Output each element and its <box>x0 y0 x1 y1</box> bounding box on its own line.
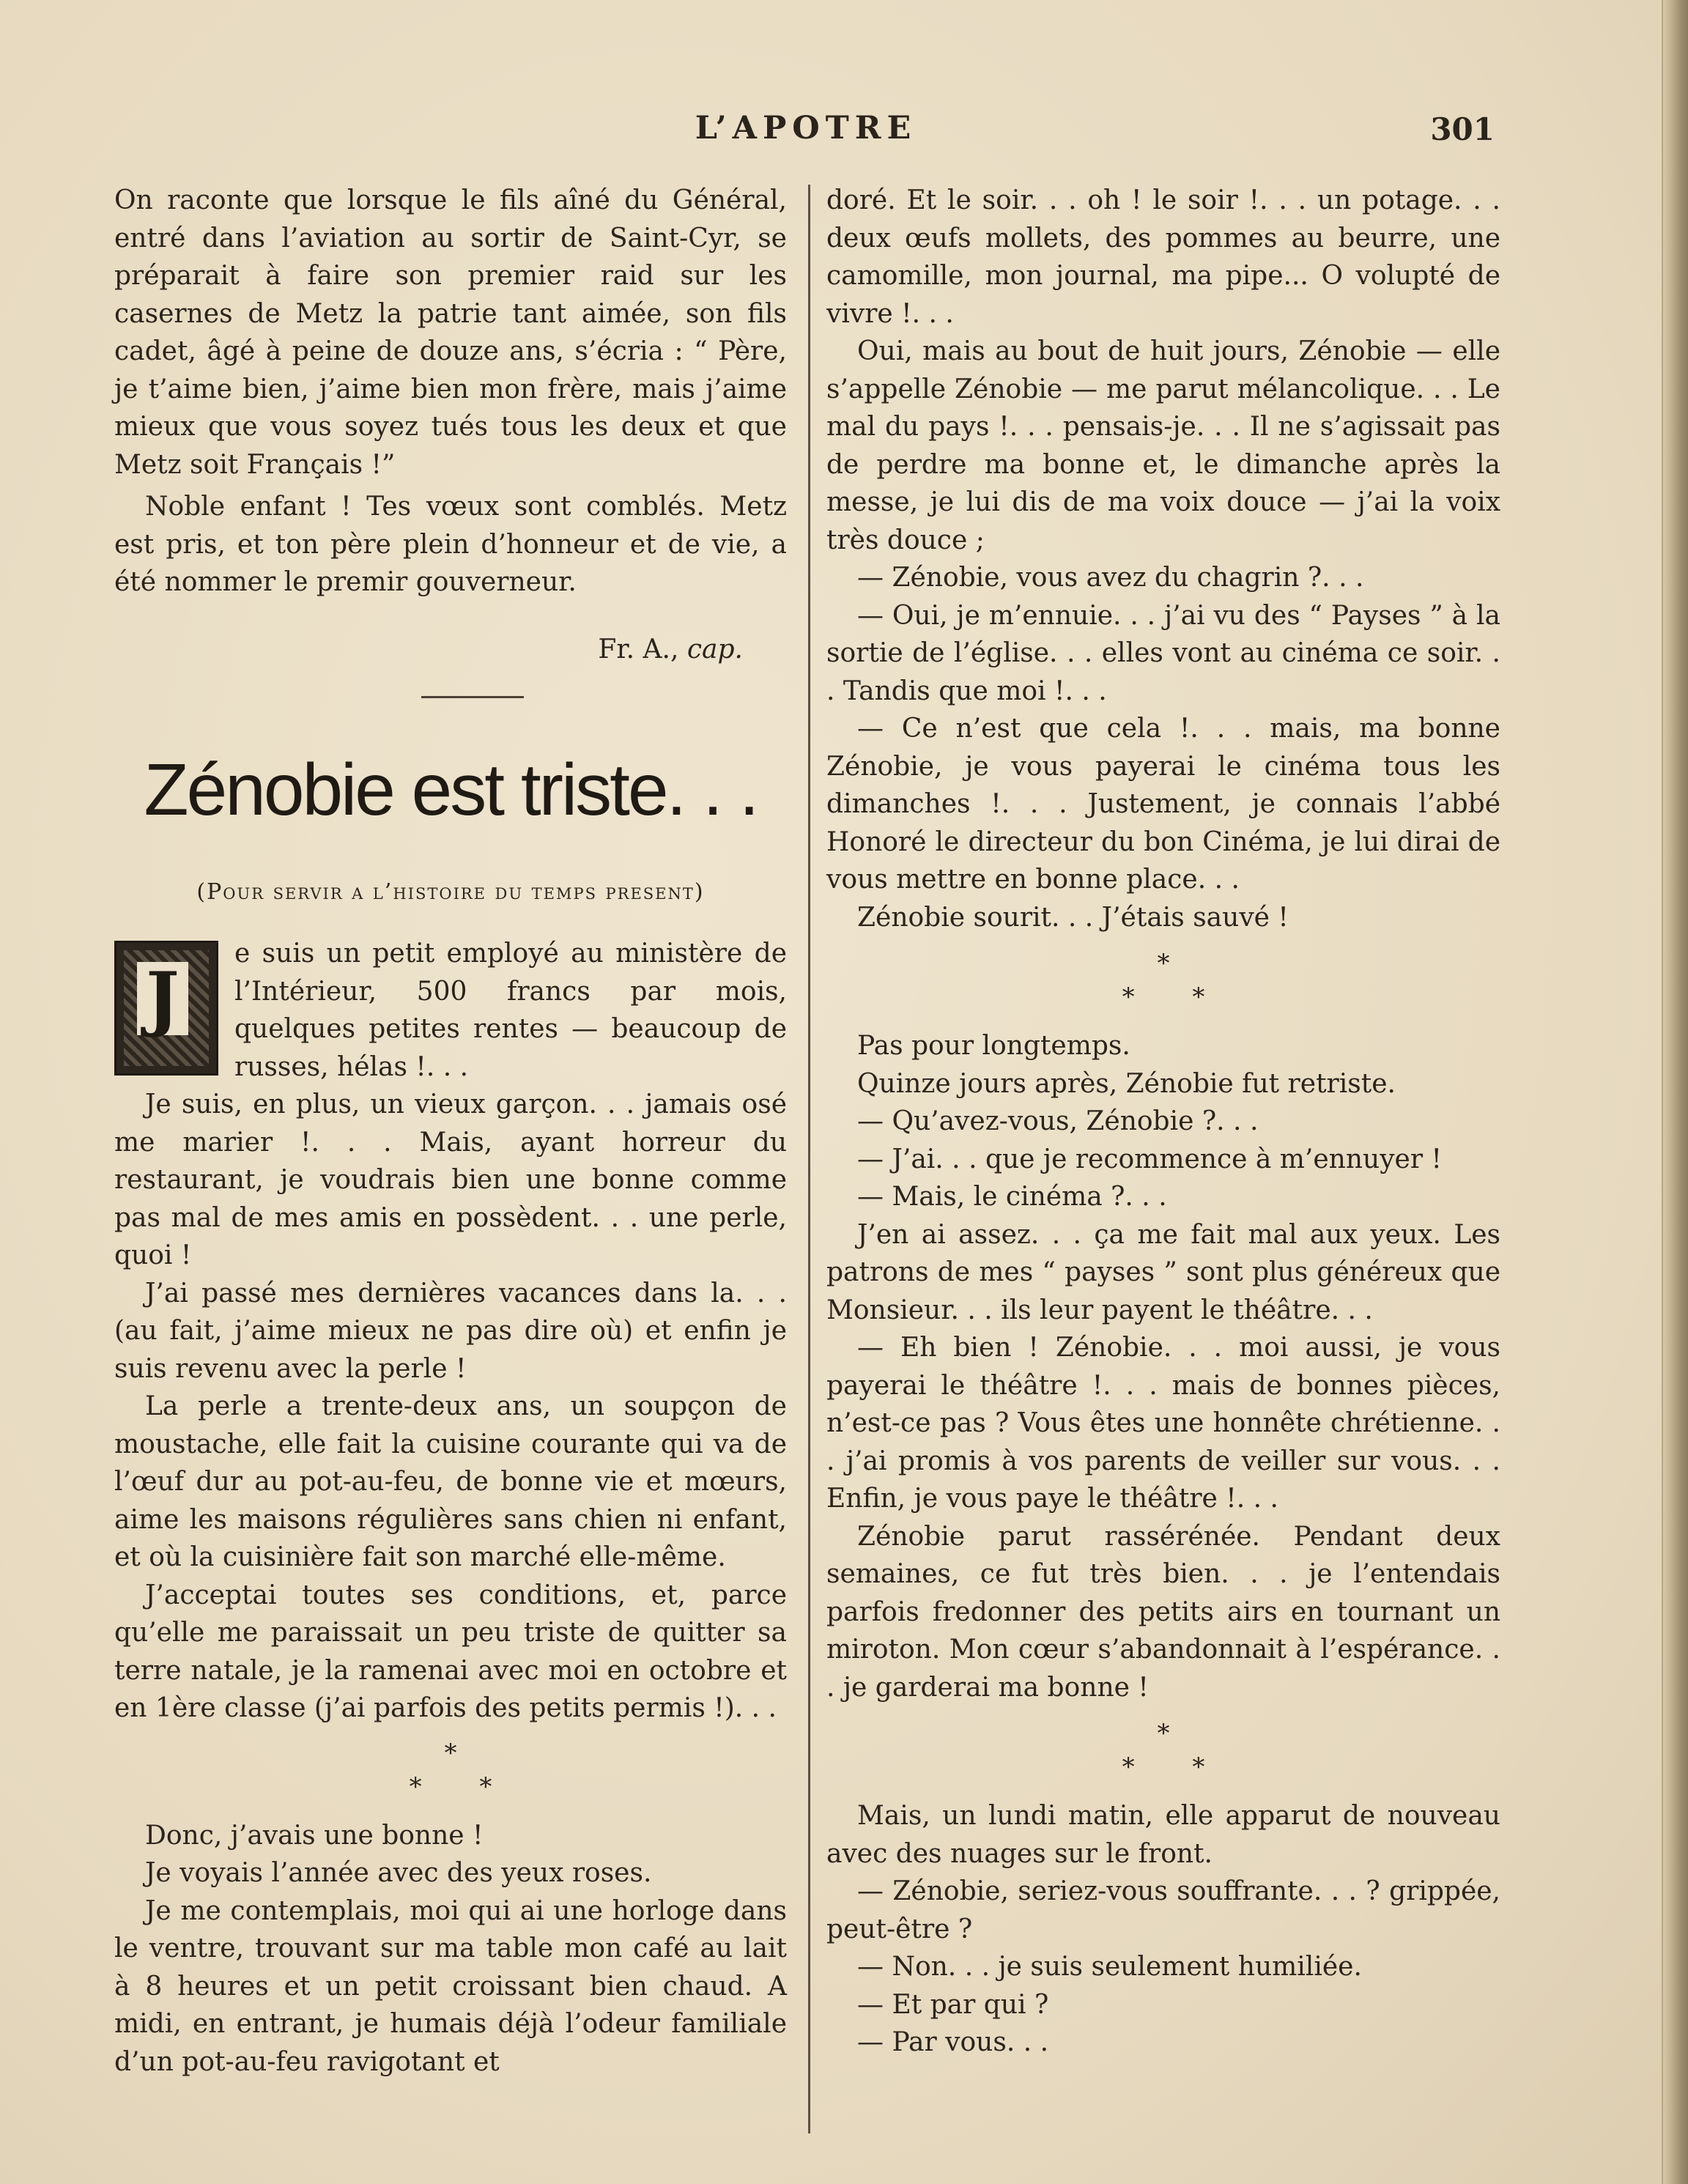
asterism-top: * <box>1157 1719 1170 1748</box>
signature <box>114 631 787 669</box>
body-paragraph: Pas pour longtemps. <box>857 1031 1130 1061</box>
right-column <box>826 182 1500 2062</box>
asterism-bottom: * * <box>409 1772 517 1802</box>
opening-paragraph-block <box>114 935 787 1086</box>
dialogue-line: — Oui, je m’ennuie. . . j’ai vu des “ Payses ” à la sortie de l’église. . . elles vont au cinéma ce soir. . . Tandis que moi !. . . <box>826 600 1500 706</box>
asterism-bottom: * * <box>1122 982 1230 1012</box>
asterism-bottom: * * <box>1122 1752 1230 1782</box>
dialogue-line: — Ce n’est que cela !. . . mais, ma bonne Zénobie, je vous payerai le cinéma tous les dimanches !. . . Justement, je connais l’abbé Honoré le directeur du bon Cinéma, je lui dirai de vous mettre en bonne place. . . <box>826 714 1500 895</box>
section-separator-rule <box>421 696 524 698</box>
body-paragraph: Je me contemplais, moi qui ai une horloge dans le ventre, trouvant sur ma table mon café au lait à 8 heures et un petit croissant bien chaud. A midi, en entrant, je humais déjà l’odeur familiale d’un pot-au-feu ravigotant et <box>114 1895 787 2077</box>
page-header <box>117 110 1495 154</box>
body-paragraph: Mais, un lundi matin, elle apparut de nouveau avec des nuages sur le front. <box>826 1801 1500 1869</box>
dialogue-line: — Mais, le cinéma ?. . . <box>857 1182 1167 1212</box>
article-title: Zénobie est triste. . . <box>144 749 758 831</box>
body-paragraph: Je suis, en plus, un vieux garçon. . . jamais osé me marier !. . . Mais, ayant horreur du restaurant, je voudrais bien une bonne comme pas mal de mes amis en possèdent. . . une perle, quoi ! <box>114 1089 787 1270</box>
dialogue-line: — Par vous. . . <box>857 2027 1049 2057</box>
asterism-top: * <box>1157 949 1170 978</box>
body-paragraph: Oui, mais au bout de huit jours, Zénobie — elle s’appelle Zénobie — me parut mélancolique. . . Le mal du pays !. . . pensais-je. . . Il ne s’agissait pas de perdre ma bonne et, le dimanche après la messe, je lui dis de ma voix douce — j’ai la voix très douce ; <box>826 336 1500 555</box>
body-paragraph: Je voyais l’année avec des yeux roses. <box>145 1858 652 1888</box>
asterism-separator <box>826 1717 1500 1784</box>
first-paragraph: e suis un petit employé au ministère de l’Intérieur, 500 francs par mois, quelques petites rentes — beaucoup de russes, hélas !. . . <box>234 939 787 1082</box>
intro-paragraph: On raconte que lorsque le fils aîné du Général, entré dans l’aviation au sortir de Saint-Cyr, se préparait à faire son premier raid sur les casernes de Metz la patrie tant aimée, son fils cadet, âgé à peine de douze ans, s’écria : “ Père, je t’aime bien, j’aime bien mon frère, mais j’aime mieux que vous soyez tués tous les deux et que Metz soit Français !” <box>114 185 787 480</box>
signature-name: Fr. A., <box>598 634 687 665</box>
body-paragraph: Zénobie parut rassérénée. Pendant deux semaines, ce fut très bien. . . je l’entendais parfois fredonner des petits airs en tournant un miroton. Mon cœur s’abandonnait à l’espérance. . . je garderai ma bonne ! <box>826 1521 1500 1703</box>
page-number: 301 <box>1430 111 1495 147</box>
book-binding-edge <box>1663 0 1688 2184</box>
body-paragraph: J’acceptai toutes ses conditions, et, parce qu’elle me paraissait un peu triste de quitter sa terre natale, je la ramenai avec moi en octobre et en 1ère classe (j’ai parfois des petits permis !). . . <box>114 1580 787 1723</box>
running-title: L’APOTRE <box>695 110 917 147</box>
left-column <box>114 182 787 2081</box>
body-paragraph: J’en ai assez. . . ça me fait mal aux yeux. Les patrons de mes “ payses ” sont plus généreux que Monsieur. . . ils leur payent le théâtre. . . <box>826 1219 1500 1325</box>
body-paragraph: Quinze jours après, Zénobie fut retriste. <box>857 1068 1396 1099</box>
column-divider <box>808 185 810 2133</box>
binding-shadow-line <box>1662 0 1663 2184</box>
dialogue-line: — Zénobie, vous avez du chagrin ?. . . <box>857 563 1364 593</box>
asterism-separator <box>114 1736 787 1804</box>
body-paragraph: Zénobie sourit. . . J’étais sauvé ! <box>857 902 1289 933</box>
body-paragraph: La perle a trente-deux ans, un soupçon de moustache, elle fait la cuisine courante qui va de l’œuf dur au pot-au-feu, de bonne vie et mœurs, aime les maisons régulières sans chien ni enfant, et où la cuisinière fait son marché elle-même. <box>114 1391 787 1572</box>
dialogue-line: — J’ai. . . que je recommence à m’ennuyer ! <box>857 1144 1442 1174</box>
ornamental-dropcap <box>114 941 218 1076</box>
dropcap-letter: J <box>137 962 188 1035</box>
dialogue-line: — Zénobie, seriez-vous souffrante. . . ? grippée, peut-être ? <box>826 1876 1500 1944</box>
article-subtitle: (Pour servir a l’histoire du temps present) <box>196 879 705 905</box>
dialogue-line: — Et par qui ? <box>857 1989 1049 2020</box>
dialogue-line: — Eh bien ! Zénobie. . . moi aussi, je vous payerai le théâtre !. . . mais de bonnes pièces, n’est-ce pas ? Vous êtes une honnête chrétienne. . . j’ai promis à vos parents de veiller sur vous. . . Enfin, je vous paye le théâtre !. . . <box>826 1333 1500 1514</box>
asterism-separator <box>826 947 1500 1014</box>
dialogue-line: — Qu’avez-vous, Zénobie ?. . . <box>857 1106 1259 1136</box>
body-paragraph: Donc, j’avais une bonne ! <box>145 1820 484 1851</box>
signature-title: cap. <box>686 634 743 665</box>
dialogue-line: — Non. . . je suis seulement humiliée. <box>857 1952 1362 1982</box>
body-paragraph: doré. Et le soir. . . oh ! le soir !. . . un potage. . . deux œufs mollets, des pommes au beurre, une camomille, mon journal, ma pipe... O volupté de vivre !. . . <box>826 185 1500 329</box>
intro-paragraph: Noble enfant ! Tes vœux sont comblés. Metz est pris, et ton père plein d’honneur et de vie, a été nommer le premir gouverneur. <box>114 492 787 597</box>
asterism-top: * <box>444 1738 457 1768</box>
body-paragraph: J’ai passé mes dernières vacances dans la. . . (au fait, j’aime mieux ne pas dire où) et enfin je suis revenu avec la perle ! <box>114 1278 787 1384</box>
